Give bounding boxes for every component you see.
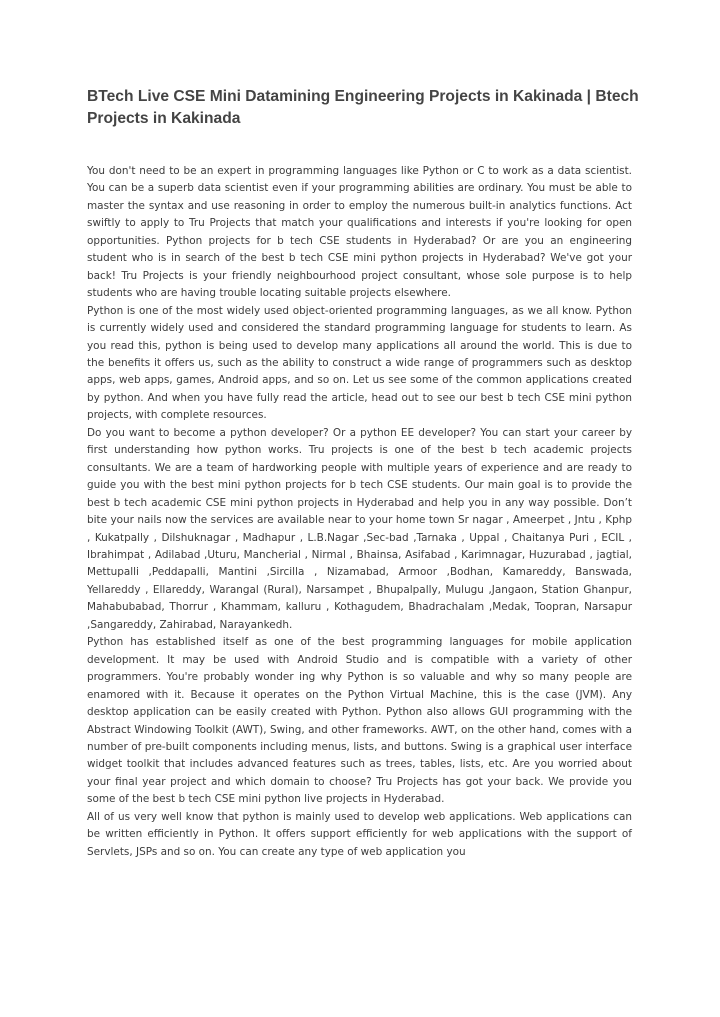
document-body xyxy=(87,163,632,861)
paragraph: Python is one of the most widely used object-oriented programming languages, as we all know. Python is currently widely used and considered the standard programming language for students to learn. As you read this, python is being used to develop many applications all around the world. This is due to the benefits it offers us, such as the ability to construct a wide range of programmers such as desktop apps, web apps, games, Android apps, and so on. Let us see some of the common applications created by python. And when you have fully read the article, head out to see our best b tech CSE mini python projects, with complete resources. xyxy=(87,304,632,422)
paragraph: All of us very well know that python is mainly used to develop web applications. Web applications can be written efficiently in Python. It offers support efficiently for web applications with the support of Servlets, JSPs and so on. You can create any type of web application you xyxy=(87,810,632,858)
paragraph: You don't need to be an expert in programming languages like Python or C to work as a data scientist. You can be a superb data scientist even if your programming abilities are ordinary. You must be able to master the syntax and use reasoning in order to employ the numerous built-in analytics functions. Act swiftly to apply to Tru Projects that match your qualifications and interests if you're looking for open opportunities. Python projects for b tech CSE students in Hyderabad? Or are you an engineering student who is in search of the best b tech CSE mini python projects in Hyderabad? We've got your back! Tru Projects is your friendly neighbourhood project consultant, whose sole purpose is to help students who are having trouble locating suitable projects elsewhere. xyxy=(87,165,632,300)
paragraph: Python has established itself as one of the best programming languages for mobile application development. It may be used with Android Studio and is compatible with a variety of other programmers. You're probably wonder ing why Python is so valuable and why so many people are enamored with it. Because it operates on the Python Virtual Machine, this is the case (JVM). Any desktop application can be easily created with Python. Python also allows GUI programming with the Abstract Windowing Toolkit (AWT), Swing, and other frameworks. AWT, on the other hand, comes with a number of pre-built components including menus, lists, and buttons. Swing is a graphical user interface widget toolkit that includes advanced features such as trees, tables, lists, etc. Are you worried about your final year project and which domain to choose? Tru Projects has got your back. We provide you some of the best b tech CSE mini python live projects in Hyderabad. xyxy=(87,636,632,806)
document-title: BTech Live CSE Mini Datamining Engineering Projects in Kakinada | Btech Projects in Kakinada xyxy=(87,88,639,127)
paragraph: Do you want to become a python developer? Or a python EE developer? You can start your career by first understanding how python works. Tru projects is one of the best b tech academic projects consultants. We are a team of hardworking people with multiple years of experience and are ready to guide you with the best mini python projects for b tech CSE students. Our main goal is to provide the best b tech academic CSE mini python projects in Hyderabad and help you in any way possible. Don’t bite your nails now the services are available near to your home town Sr nagar , Ameerpet , Jntu , Kphp , Kukatpally , Dilshuknagar , Madhapur , L.B.Nagar ,Sec-bad ,Tarnaka , Uppal , Chaitanya Puri , ECIL , Ibrahimpat , Adilabad ,Uturu, Mancherial , Nirmal , Bhainsa, Asifabad , Karimnagar, Huzurabad , jagtial, Mettupalli ,Peddapalli, Mantini ,Sircilla , Nizamabad, Armoor ,Bodhan, Kamareddy, Banswada, Yellareddy , Ellareddy, Warangal (Rural), Narsampet , Bhupalpally, Mulugu ,Jangaon, Station Ghanpur, Mahabubabad, Thorrur , Khammam, kalluru , Kothagudem, Bhadrachalam ,Medak, Toopran, Narsapur ,Sangareddy, Zahirabad, Narayankedh. xyxy=(87,426,632,631)
